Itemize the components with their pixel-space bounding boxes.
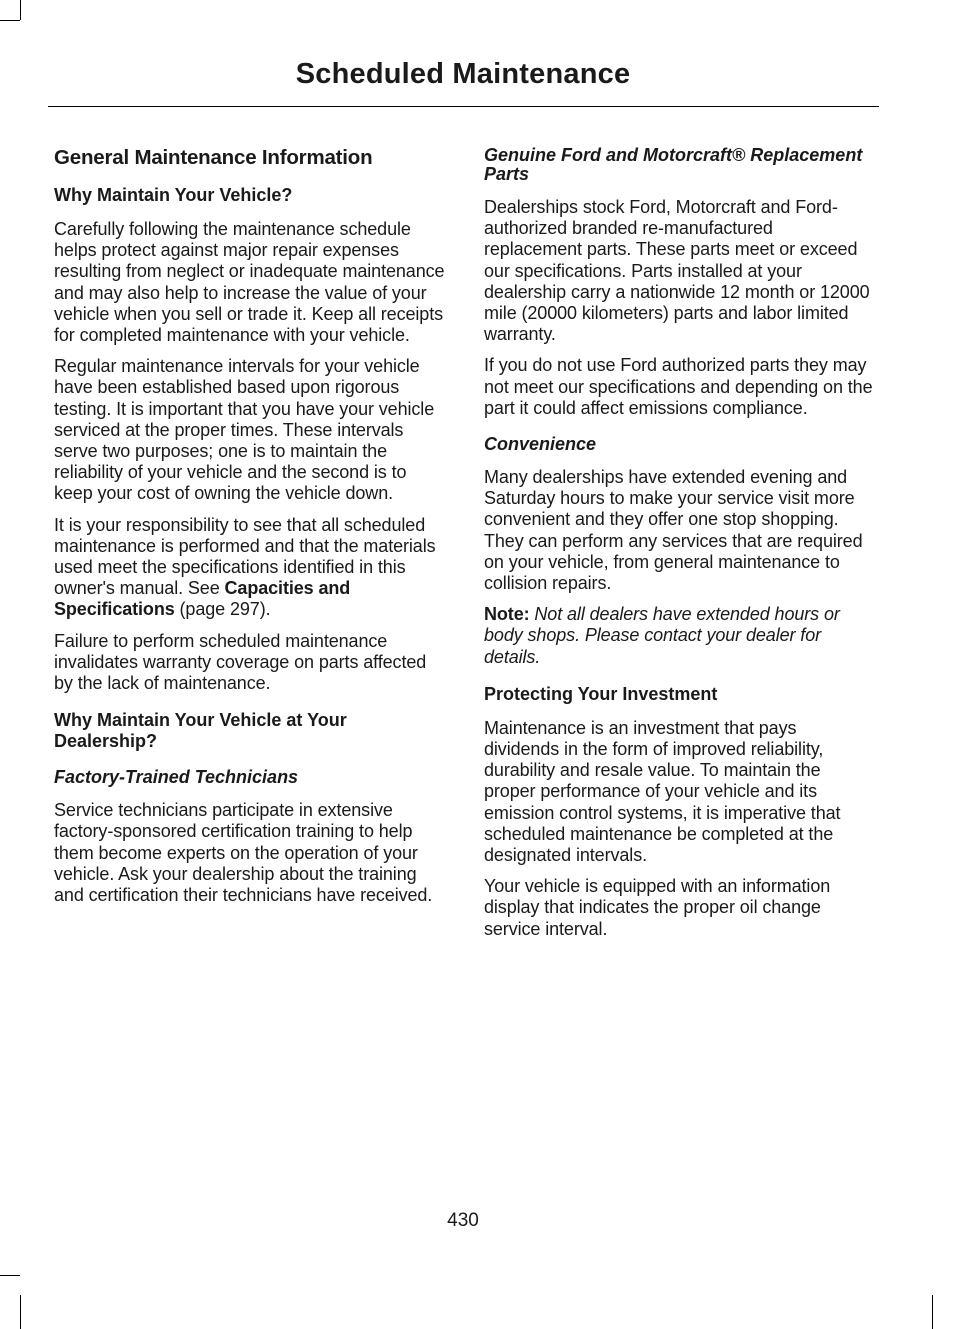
title-divider bbox=[48, 106, 879, 107]
paragraph-technicians: Service technicians participate in extensive factory-sponsored certification training to help them become experts on the operation of your vehicle. Ask your dealership about the training and certification their technicians have received. bbox=[54, 800, 433, 906]
paragraph-maintenance-intervals: Regular maintenance intervals for your vehicle have been established based upon rigorous testing. It is important that you have your vehicle serviced at the proper times. These intervals serve two purposes; one is to maintain the reliability of your vehicle and the second is to keep your cost of owning the vehicle down. bbox=[54, 356, 435, 504]
note bbox=[484, 604, 874, 668]
right-column bbox=[484, 146, 874, 950]
crop-mark-top-left-v bbox=[20, 0, 21, 20]
subheading-genuine-parts: Genuine Ford and Motorcraft® Replacement Parts bbox=[484, 145, 863, 184]
paragraph-dealership-parts: Dealerships stock Ford, Motorcraft and Ford-authorized branded re-manufactured replacement parts. These parts meet or exceed our specifications. Parts installed at your dealership carry a nationwide 12 month or 12000 mile (20000 kilometers) parts and labor limited warranty. bbox=[484, 197, 870, 345]
paragraph-maintenance-schedule: Carefully following the maintenance schedule helps protect against major repair expenses resulting from neglect or inadequate maintenance and may also help to increase the value of your vehicle when you sell or trade it. Keep all receipts for completed maintenance with your vehicle. bbox=[54, 219, 445, 346]
note-text: Not all dealers have extended hours or body shops. Please contact your dealer for details. bbox=[484, 604, 840, 667]
subheading-convenience: Convenience bbox=[484, 434, 597, 455]
crop-mark-bottom-left-v bbox=[20, 1295, 21, 1329]
section-heading-general-maintenance: General Maintenance Information bbox=[54, 146, 373, 169]
responsibility-text: It is your responsibility to see that all scheduled maintenance is performed and that the materials used meet the specifications identified in this owner's manual. See bbox=[54, 514, 436, 599]
paragraph-responsibility bbox=[54, 515, 446, 621]
page-number: 430 bbox=[447, 1210, 479, 1231]
subheading-protecting-investment: Protecting Your Investment bbox=[484, 683, 718, 704]
paragraph-investment: Maintenance is an investment that pays dividends in the form of improved reliability, durability and resale value. To maintain the proper performance of your vehicle and its emission control systems, it is imperative that scheduled maintenance be completed at the designated intervals. bbox=[484, 717, 841, 866]
page-title: Scheduled Maintenance bbox=[295, 58, 631, 90]
page-reference: (page 297). bbox=[174, 599, 271, 620]
paragraph-authorized-parts: If you do not use Ford authorized parts they may not meet our specifications and depending on the part it could affect emissions compliance. bbox=[484, 355, 873, 418]
paragraph-warranty-failure: Failure to perform scheduled maintenance invalidates warranty coverage on parts affected by the lack of maintenance. bbox=[54, 630, 427, 694]
crop-mark-bottom-left-h bbox=[0, 1275, 20, 1276]
crop-mark-bottom-right-v bbox=[932, 1295, 933, 1329]
paragraph-convenience: Many dealerships have extended evening and Saturday hours to make your service visit more convenient and they offer one stop shopping. They can perform any services that are required on your vehicle, from general maintenance to collision repairs. bbox=[484, 467, 863, 594]
subheading-why-maintain: Why Maintain Your Vehicle? bbox=[54, 185, 293, 205]
subheading-why-dealership: Why Maintain Your Vehicle at Your Dealership? bbox=[54, 710, 347, 752]
paragraph-information-display: Your vehicle is equipped with an information display that indicates the proper oil change service interval. bbox=[484, 876, 831, 939]
note-label: Note: bbox=[484, 604, 530, 625]
subheading-factory-technicians: Factory-Trained Technicians bbox=[54, 767, 299, 788]
left-column bbox=[54, 146, 446, 916]
capacities-specifications-link[interactable]: Capacities and Specifications bbox=[54, 578, 351, 620]
crop-mark-top-left-h bbox=[0, 20, 20, 21]
